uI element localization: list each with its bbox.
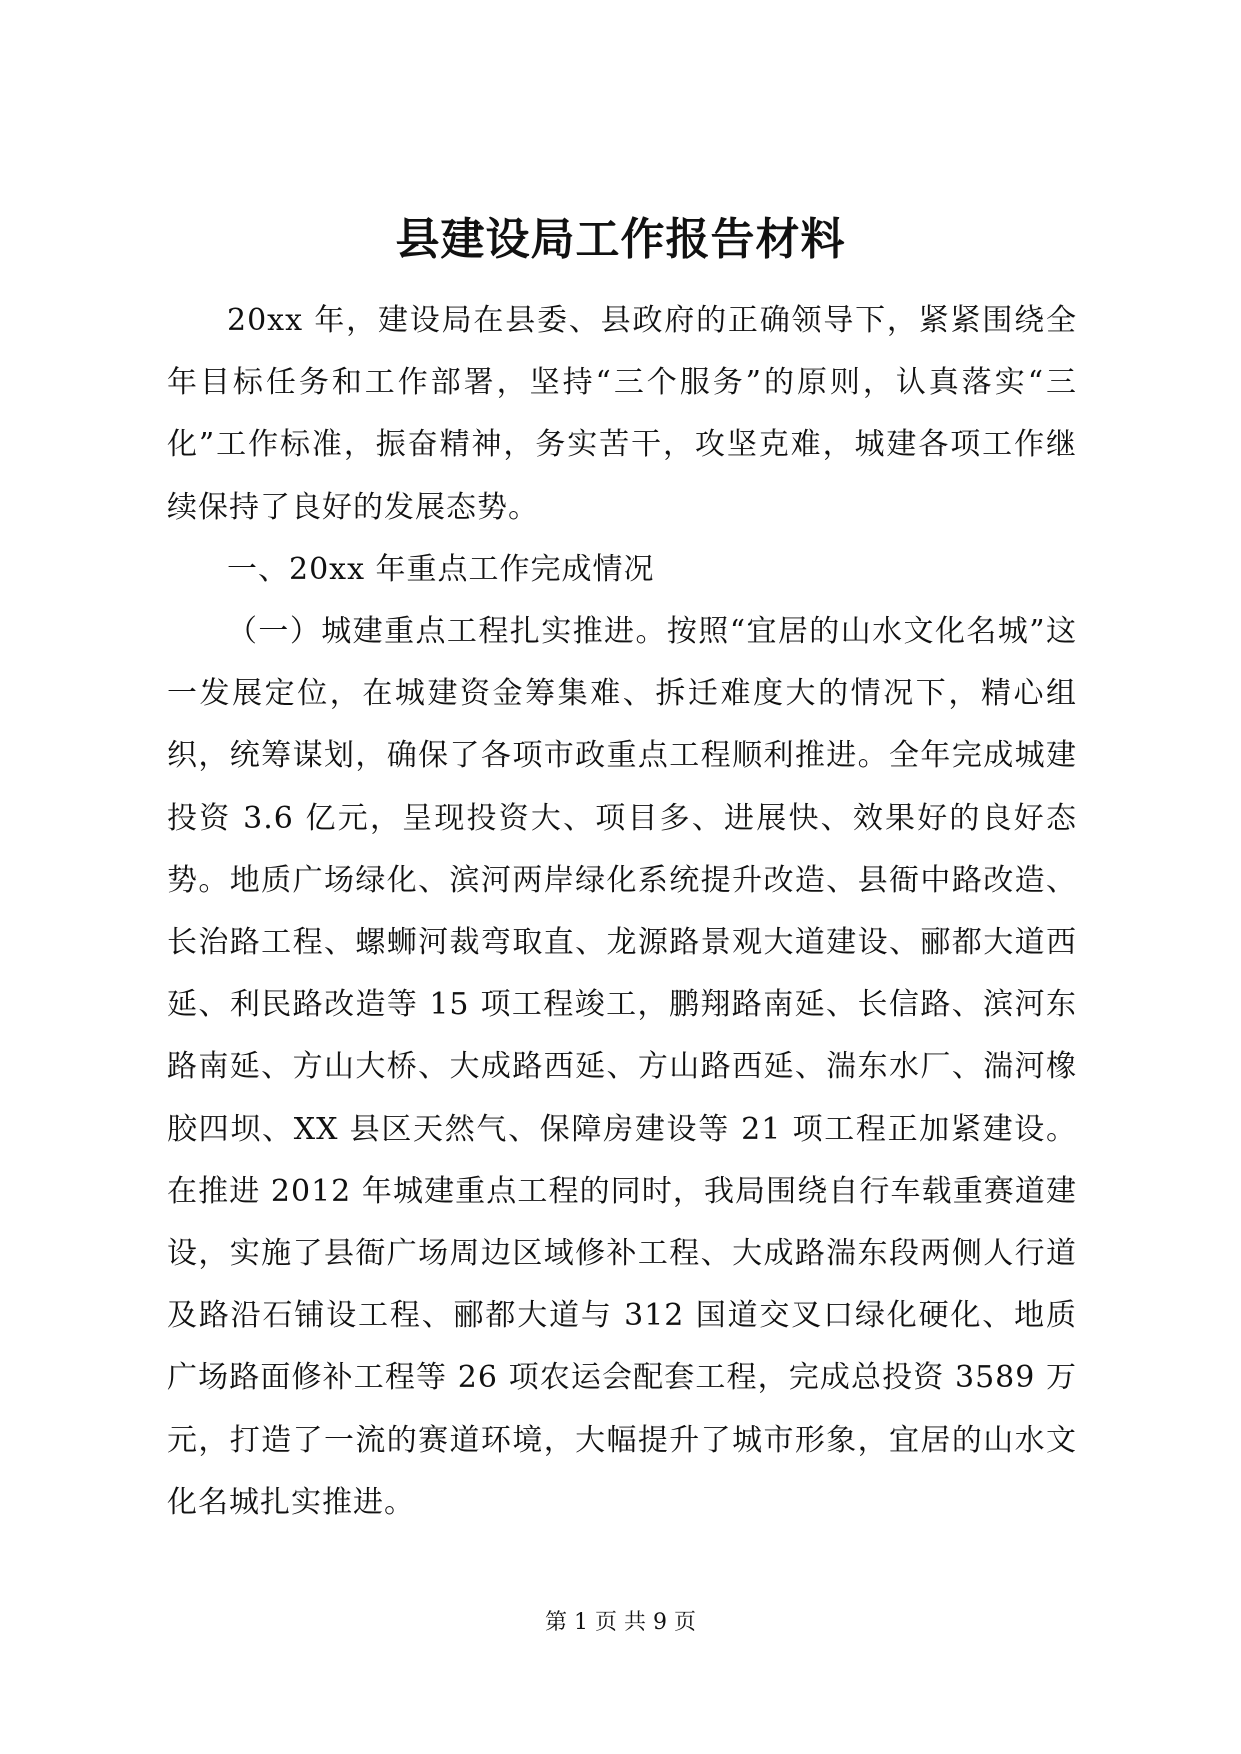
intro-paragraph: 20xx 年，建设局在县委、县政府的正确领导下，紧紧围绕全年目标任务和工作部署，坚持“三个服务”的原则，认真落实“三化”工作标准，振奋精神，务实苦干，攻坚克难，城建各项工作继续保持了良好的发展态势。 — [167, 303, 1077, 525]
document-title: 县建设局工作报告材料 — [395, 214, 846, 265]
body-paragraph: （一）城建重点工程扎实推进。按照“宜居的山水文化名城”这一发展定位，在城建资金筹集难、拆迁难度大的情况下，精心组织，统筹谋划，确保了各项市政重点工程顺利推进。全年完成城建投资 3.6 亿元，呈现投资大、项目多、进展快、效果好的良好态势。地质广场绿化、滨河两岸绿化系统提升改造、县衙中路改造、长治路工程、螺蛳河裁弯取直、龙源路景观大道建设、郦都大道西延、利民路改造等 15 项工程竣工，鹏翔路南延、长信路、滨河东路南延、方山大桥、大成路西延、方山路西延、湍东水厂、湍河橡胶四坝、XX 县区天然气、保障房建设等 21 项工程正加紧建设。在推进 2012 年城建重点工程的同时，我局围绕自行车载重赛道建设，实施了县衙广场周边区域修补工程、大成路湍东段两侧人行道及路沿石铺设工程、郦都大道与 312 国道交叉口绿化硬化、地质广场路面修补工程等 26 项农运会配套工程，完成总投资 3589 万元，打造了一流的赛道环境，大幅提升了城市形象，宜居的山水文化名城扎实推进。 — [167, 614, 1077, 1520]
page-footer: 第 1 页 共 9 页 — [545, 1610, 696, 1635]
document-body — [167, 290, 1077, 1534]
section-heading: 一、20xx 年重点工作完成情况 — [227, 551, 655, 587]
